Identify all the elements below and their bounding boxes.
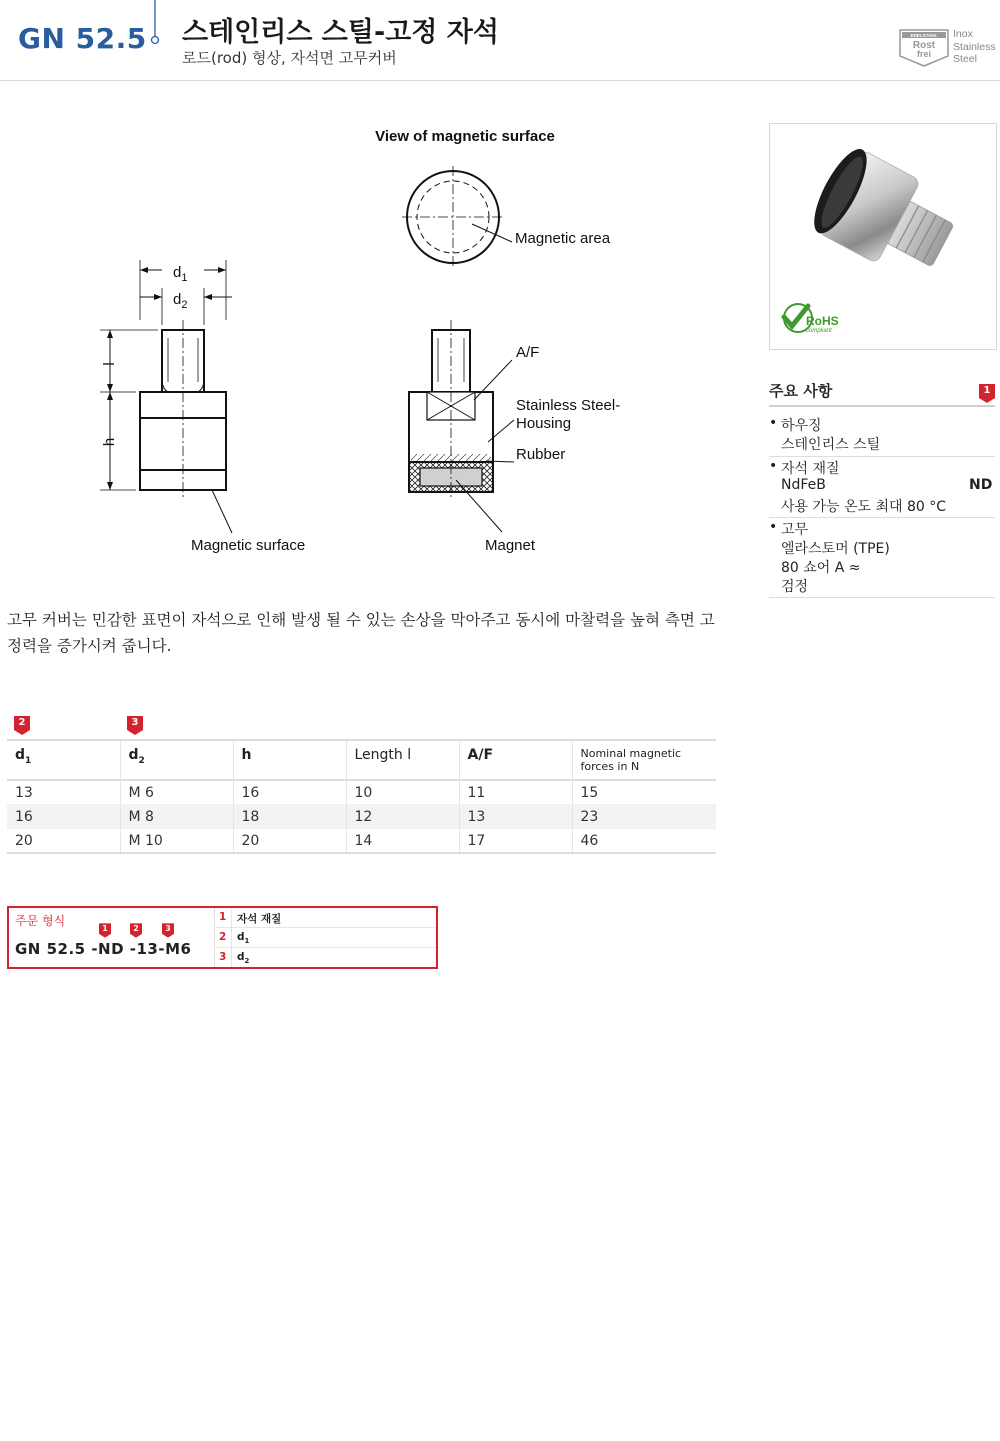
order-legend-num: 3	[219, 951, 227, 963]
table-cell: 10	[346, 780, 459, 805]
table-header-row	[7, 740, 716, 780]
view-title: View of magnetic surface	[375, 128, 555, 145]
feature-3-line-3: 검정	[781, 579, 809, 595]
table-badge-d1-number: 2	[18, 717, 26, 728]
label-d2-main: d	[173, 291, 182, 308]
feature-2-line-1: NdFeB	[781, 477, 826, 493]
table-badge-d2-number: 3	[131, 717, 139, 728]
label-magnetic-surface: Magnetic surface	[191, 537, 306, 554]
feature-3-line-1: 엘라스토머 (TPE)	[781, 541, 890, 557]
header-d1-sub: 1	[25, 755, 32, 766]
order-code: GN 52.5 -ND -13-M6	[15, 940, 192, 958]
table-cell: M 10	[120, 829, 233, 854]
label-housing-1: Stainless Steel-	[516, 397, 621, 414]
logo-text	[953, 28, 996, 66]
bullet-icon: •	[769, 458, 778, 474]
label-d1-sub: 1	[181, 272, 188, 284]
feature-3-name: 고무	[781, 522, 809, 538]
table-row	[7, 805, 716, 829]
description: 고무 커버는 민감한 표면이 자석으로 인해 발생 될 수 있는 손상을 막아주고 동시에 마찰력을 높혀 측면 고정력을 증가시켜 줍니다.	[7, 611, 715, 655]
table-cell: 16	[233, 780, 346, 805]
table-header-length: Length l	[346, 740, 459, 780]
rohs-title: RoHS	[806, 314, 839, 328]
logo-badge-bottom: frei	[916, 49, 932, 59]
features-badge-number: 1	[983, 385, 991, 396]
table-badge-d1	[14, 716, 30, 735]
header-divider	[0, 80, 1000, 81]
features-title: 주요 사항	[769, 382, 833, 400]
table-header-magnetic-force	[572, 740, 716, 780]
label-magnet: Magnet	[485, 537, 536, 554]
page-title: 스테인리스 스틸-고정 자석	[182, 17, 499, 48]
table-cell: M 8	[120, 805, 233, 829]
feature-divider	[769, 456, 995, 457]
table-cell: 46	[572, 829, 716, 854]
dimension-table	[7, 739, 716, 854]
label-rubber: Rubber	[516, 446, 566, 463]
table-cell: 11	[459, 780, 572, 805]
order-legend-divider	[231, 928, 232, 947]
rostfrei-shield-icon	[898, 26, 950, 68]
order-legend-sub: 2	[244, 957, 250, 966]
top-view	[402, 166, 512, 268]
section-view-right	[409, 320, 514, 532]
page-subtitle: 로드(rod) 형상, 자석면 고무커버	[182, 49, 397, 67]
table-cell: 14	[346, 829, 459, 854]
order-legend-num: 2	[219, 931, 227, 943]
label-d2	[173, 291, 187, 311]
feature-2-line-2: 사용 가능 온도 최대 80 °C	[781, 499, 947, 515]
order-format-box	[7, 906, 438, 969]
label-l: l	[101, 362, 118, 366]
table-cell: 18	[233, 805, 346, 829]
order-legend-main: d	[237, 931, 245, 943]
rohs-sub: compliant	[806, 328, 832, 334]
features-divider	[769, 405, 995, 407]
logo-text-line-3: Steel	[953, 53, 977, 65]
table-cell: 20	[7, 829, 120, 854]
label-d2-sub: 2	[181, 299, 188, 311]
feature-2-name: 자석 재질	[781, 461, 840, 477]
header-d1-main: d	[15, 747, 26, 763]
table-cell: 17	[459, 829, 572, 854]
order-legend-text	[237, 951, 249, 965]
order-legend-text	[237, 931, 249, 945]
pin-marker-icon	[150, 0, 160, 46]
table-header-d2	[120, 740, 233, 780]
order-badge-2-number: 2	[133, 924, 139, 933]
logo-badge-top: EDELSTAHL	[910, 33, 938, 38]
rohs-logo	[784, 304, 839, 334]
order-legend-divider	[231, 908, 232, 927]
table-cell: 16	[7, 805, 120, 829]
feature-1-name: 하우징	[781, 418, 822, 434]
order-label: 주문 형식	[15, 914, 66, 928]
features-badge	[979, 384, 995, 403]
order-legend-num: 1	[219, 911, 227, 923]
table-cell: 15	[572, 780, 716, 805]
technical-drawing	[100, 120, 660, 570]
order-legend-main: d	[237, 951, 245, 963]
logo-text-line-1: Inox	[953, 28, 973, 40]
order-legend-row	[215, 948, 436, 967]
bullet-icon: •	[769, 519, 778, 535]
order-legend-divider	[231, 948, 232, 967]
table-cell: 23	[572, 805, 716, 829]
table-header-af: A/F	[459, 740, 572, 780]
label-d1-main: d	[173, 264, 182, 281]
label-magnetic-area: Magnetic area	[515, 230, 611, 247]
label-af: A/F	[516, 344, 540, 361]
logo-badge-mid: Rost	[912, 40, 936, 51]
header-d2-sub: 2	[138, 755, 145, 766]
order-legend-row	[215, 928, 436, 948]
feature-2-code: ND	[969, 477, 993, 493]
table-row	[7, 829, 716, 854]
table-row	[7, 780, 716, 805]
order-badge-3-number: 3	[165, 924, 171, 933]
table-cell: 13	[459, 805, 572, 829]
side-view-left	[100, 260, 232, 533]
order-legend-text: 자석 재질	[237, 913, 282, 925]
order-legend-sub: 1	[244, 937, 250, 946]
feature-divider	[769, 597, 995, 598]
order-badge-1-number: 1	[102, 924, 108, 933]
product-photo	[769, 123, 997, 350]
product-code: GN 52.5	[18, 22, 147, 55]
table-cell: M 6	[120, 780, 233, 805]
label-h: h	[101, 437, 118, 447]
table-cell: 12	[346, 805, 459, 829]
table-header-h: h	[233, 740, 346, 780]
table-cell: 13	[7, 780, 120, 805]
table-header-d1	[7, 740, 120, 780]
label-housing-2: Housing	[516, 415, 572, 432]
feature-divider	[769, 517, 995, 518]
bullet-icon: •	[769, 415, 778, 431]
feature-1-line-1: 스테인리스 스틸	[781, 437, 881, 453]
header-d2-main: d	[128, 747, 139, 763]
feature-3-line-2: 80 쇼어 A ≈	[781, 560, 861, 576]
logo-text-line-2: Stainless	[953, 40, 996, 53]
header-force-text: Nominal magnetic forces in N	[580, 747, 682, 773]
table-cell: 20	[233, 829, 346, 854]
table-badge-d2	[127, 716, 143, 735]
label-d1	[173, 264, 187, 284]
order-legend-row	[215, 908, 436, 928]
